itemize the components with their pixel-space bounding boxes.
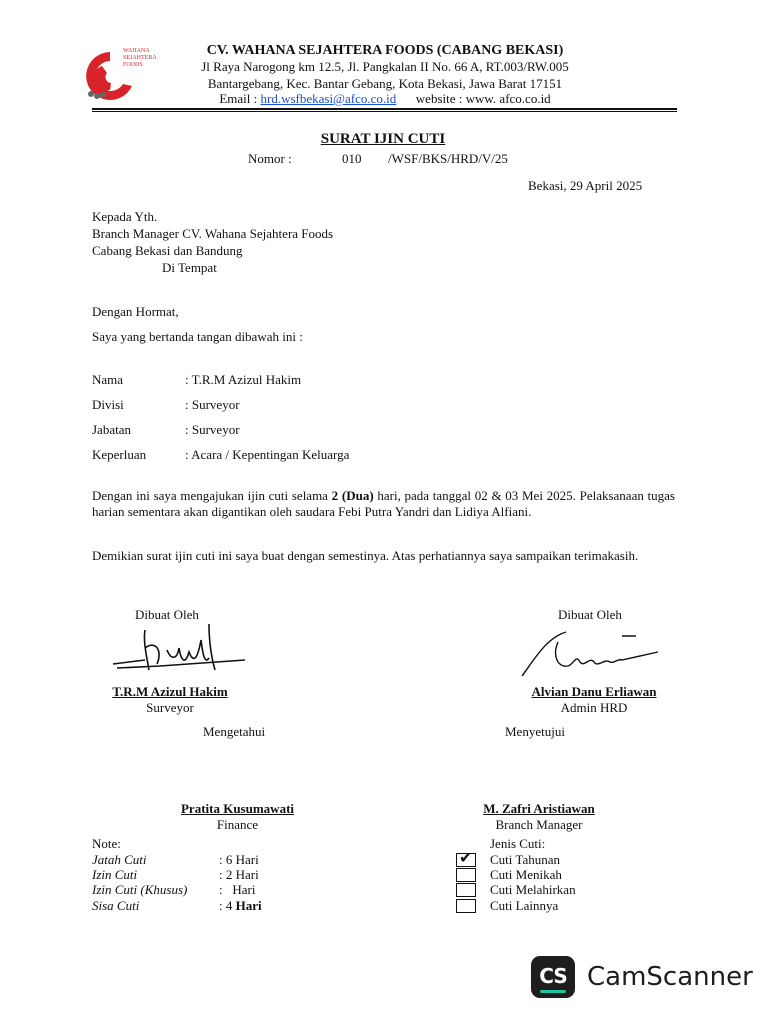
approve-label: Menyetujui bbox=[505, 724, 565, 739]
camscanner-logo-text: CS bbox=[539, 964, 567, 988]
finance-sign-role: Finance bbox=[216, 817, 259, 832]
note-value: : 2 Hari bbox=[219, 867, 259, 882]
checkbox-cuti-melahirkan[interactable] bbox=[456, 883, 476, 897]
company-logo bbox=[80, 46, 160, 108]
know-label: Mengetahui bbox=[203, 724, 266, 739]
check-icon: ✔ bbox=[459, 848, 473, 867]
field-value: : Acara / Kepentingan Keluarga bbox=[185, 447, 350, 462]
field-label: Jabatan bbox=[92, 422, 131, 437]
logo-text-line: SEJAHTERA bbox=[123, 55, 157, 61]
manager-sign-role: Branch Manager bbox=[495, 817, 583, 832]
camscanner-logo-icon bbox=[531, 956, 575, 998]
leave-option-label: Cuti Tahunan bbox=[490, 852, 560, 867]
right-sign-role: Admin HRD bbox=[560, 700, 628, 715]
nomor-code: /WSF/BKS/HRD/V/25 bbox=[388, 151, 508, 166]
note-value: : Hari bbox=[219, 882, 256, 897]
checkbox-cuti-menikah[interactable] bbox=[456, 868, 476, 882]
note-label: Jatah Cuti bbox=[92, 852, 147, 867]
leave-option-label: Cuti Lainnya bbox=[490, 898, 559, 913]
note-value-text: : 4 bbox=[219, 898, 236, 913]
letter-date: Bekasi, 29 April 2025 bbox=[528, 178, 643, 193]
email-label: Email : bbox=[219, 91, 258, 106]
camscanner-watermark-text: CamScanner bbox=[587, 962, 753, 992]
recipient-line: Kepada Yth. bbox=[92, 209, 158, 224]
field-label: Divisi bbox=[92, 397, 124, 412]
recipient-line: Cabang Bekasi dan Bandung bbox=[92, 243, 243, 258]
note-value-unit: Hari bbox=[235, 898, 262, 913]
left-sign-name: T.R.M Azizul Hakim bbox=[112, 684, 228, 699]
right-signature-icon bbox=[518, 624, 668, 689]
checkbox-cuti-tahunan[interactable] bbox=[456, 848, 476, 867]
logo-text-line: WAHANA bbox=[123, 48, 150, 54]
note-label: Izin Cuti bbox=[92, 867, 138, 882]
right-sign-name: Alvian Danu Erliawan bbox=[531, 684, 657, 699]
body-paragraph-1 bbox=[92, 488, 675, 520]
nomor-number: 010 bbox=[342, 151, 362, 166]
intro-text: Saya yang bertanda tangan dibawah ini : bbox=[92, 329, 303, 344]
company-name: CV. WAHANA SEJAHTERA FOODS (CABANG BEKASI) bbox=[206, 43, 564, 58]
email-link[interactable]: hrd.wsfbekasi@afco.co.id bbox=[260, 91, 397, 106]
leave-option-label: Cuti Menikah bbox=[490, 867, 562, 882]
note-value bbox=[219, 898, 262, 914]
left-signature-icon bbox=[105, 620, 255, 687]
left-sign-heading: Dibuat Oleh bbox=[135, 607, 199, 622]
manager-sign-name: M. Zafri Aristiawan bbox=[483, 801, 595, 816]
field-label: Keperluan bbox=[92, 447, 147, 462]
company-address-line1: Jl Raya Narogong km 12.5, Jl. Pangkalan II No. 66 A, RT.003/RW.005 bbox=[201, 59, 569, 74]
right-sign-heading: Dibuat Oleh bbox=[558, 607, 622, 622]
field-value: : Surveyor bbox=[185, 422, 240, 437]
body1-duration: 2 (Dua) bbox=[331, 488, 374, 503]
company-address-line2: Bantargebang, Kec. Bantar Gebang, Kota Bekasi, Jawa Barat 17151 bbox=[207, 76, 563, 91]
left-sign-role: Surveyor bbox=[146, 700, 194, 715]
greeting: Dengan Hormat, bbox=[92, 304, 179, 319]
note-value: : 6 Hari bbox=[219, 852, 259, 867]
checkbox-cuti-lainnya[interactable] bbox=[456, 899, 476, 913]
nomor-label: Nomor : bbox=[248, 151, 292, 166]
note-label: Sisa Cuti bbox=[92, 898, 140, 913]
field-value: : Surveyor bbox=[185, 397, 240, 412]
finance-sign-name: Pratita Kusumawati bbox=[180, 801, 295, 816]
letter-title: SURAT IJIN CUTI bbox=[320, 131, 446, 147]
company-contact bbox=[150, 91, 620, 107]
body-paragraph-2: Demikian surat ijin cuti ini saya buat dengan semestinya. Atas perhatiannya saya sampaikan terimakasih. bbox=[92, 548, 639, 563]
recipient-line: Di Tempat bbox=[162, 260, 217, 275]
field-label: Nama bbox=[92, 372, 124, 387]
body1-text: Dengan ini saya mengajukan ijin cuti selama bbox=[92, 488, 332, 503]
recipient-line: Branch Manager CV. Wahana Sejahtera Foods bbox=[92, 226, 334, 241]
leave-option-label: Cuti Melahirkan bbox=[490, 882, 576, 897]
note-label: Izin Cuti (Khusus) bbox=[92, 882, 188, 897]
note-title: Note: bbox=[92, 836, 121, 851]
logo-text-line: FOODS bbox=[123, 62, 143, 68]
leave-type-title: Jenis Cuti: bbox=[490, 836, 546, 851]
header-divider bbox=[92, 108, 677, 110]
body1-text-rest: hari, pada tanggal 02 & 03 Mei 2025. Pelaksanaan tugas harian sementara akan digantikan oleh saudara Febi Putra Yandri dan Lidiya Alfiani. bbox=[92, 488, 675, 519]
website-text: website : www. afco.co.id bbox=[415, 91, 551, 106]
field-value: : T.R.M Azizul Hakim bbox=[185, 372, 302, 387]
header-divider-thin bbox=[92, 111, 677, 112]
